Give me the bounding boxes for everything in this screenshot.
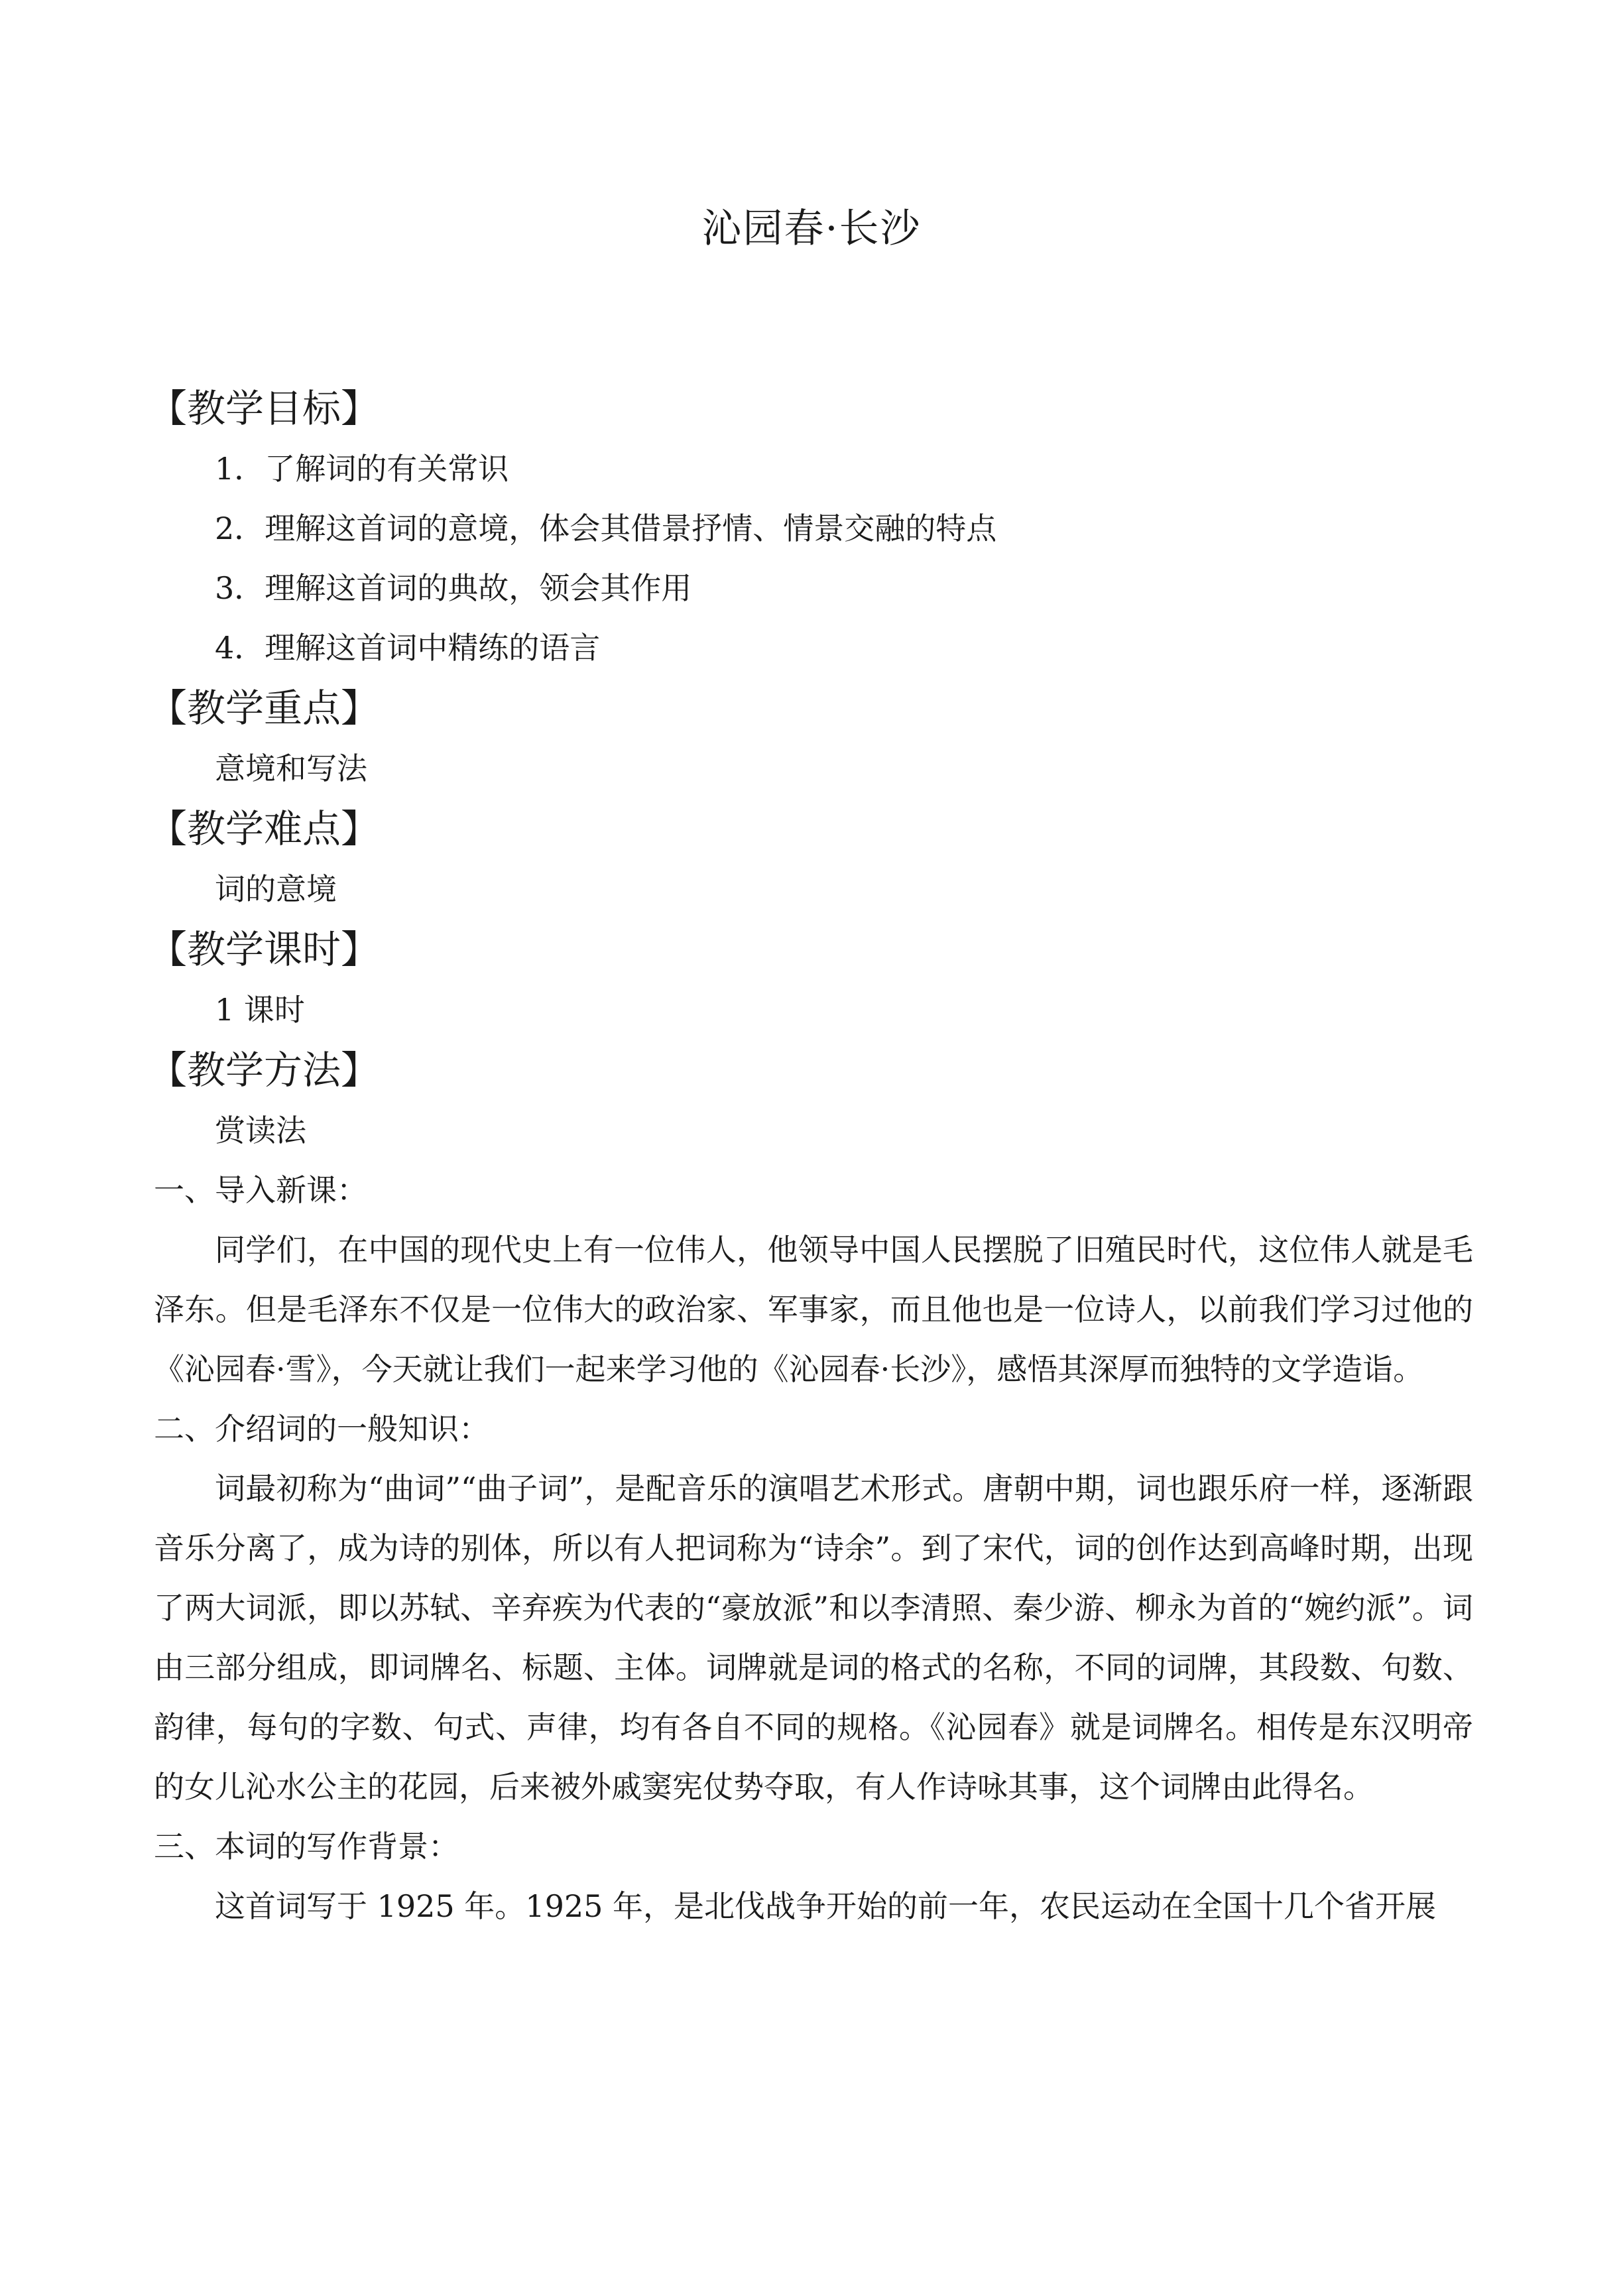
class-hours-heading: 【教学课时】 — [149, 927, 380, 972]
class-hours-text: 1 课时 — [215, 992, 305, 1028]
difficulties-text: 词的意境 — [215, 871, 337, 907]
methods-heading: 【教学方法】 — [149, 1048, 380, 1093]
methods-text: 赏读法 — [215, 1113, 306, 1148]
document-body — [149, 378, 1473, 1936]
objective-item: 3．理解这首词的典故，领会其作用 — [215, 570, 692, 606]
section1-paragraph: 同学们，在中国的现代史上有一位伟人，他领导中国人民摆脱了旧殖民时代，这位伟人就是毛泽东。但是毛泽东不仅是一位伟大的政治家、军事家，而且他也是一位诗人，以前我们学习过他的《沁园春·雪》，今天就让我们一起来学习他的《沁园春·长沙》，感悟其深厚而独特的文学造诣。 — [154, 1232, 1473, 1387]
key-points-text: 意境和写法 — [215, 751, 367, 786]
difficulties-heading: 【教学难点】 — [149, 806, 380, 851]
section3-heading: 三、本词的写作背景： — [154, 1829, 459, 1864]
key-points-heading: 【教学重点】 — [149, 686, 380, 731]
objective-item: 4．理解这首词中精练的语言 — [215, 630, 601, 666]
objective-item: 2．理解这首词的意境，体会其借景抒情、情景交融的特点 — [215, 511, 997, 546]
section2-heading: 二、介绍词的一般知识： — [154, 1411, 489, 1447]
objective-item: 1．了解词的有关常识 — [215, 451, 509, 487]
document-title: 沁园春·长沙 — [701, 206, 922, 252]
objectives-heading: 【教学目标】 — [149, 386, 380, 431]
section2-paragraph: 词最初称为“曲词”“曲子词”，是配音乐的演唱艺术形式。唐朝中期，词也跟乐府一样，逐渐跟音乐分离了，成为诗的别体，所以有人把词称为“诗余”。到了宋代，词的创作达到高峰时期，出现了两大词派，即以苏轼、辛弃疾为代表的“豪放派”和以李清照、秦少游、柳永为首的“婉约派”。词由三部分组成，即词牌名、标题、主体。词牌就是词的格式的名称，不同的词牌，其段数、句数、韵律，每句的字数、句式、声律，均有各自不同的规格。《沁园春》就是词牌名。相传是东汉明帝的女儿沁水公主的花园，后来被外戚窦宪仗势夺取，有人作诗咏其事，这个词牌由此得名。 — [154, 1471, 1473, 1805]
section1-heading: 一、导入新课： — [154, 1172, 367, 1208]
section3-paragraph: 这首词写于 1925 年。1925 年，是北伐战争开始的前一年，农民运动在全国十几个省开展 — [215, 1888, 1436, 1924]
